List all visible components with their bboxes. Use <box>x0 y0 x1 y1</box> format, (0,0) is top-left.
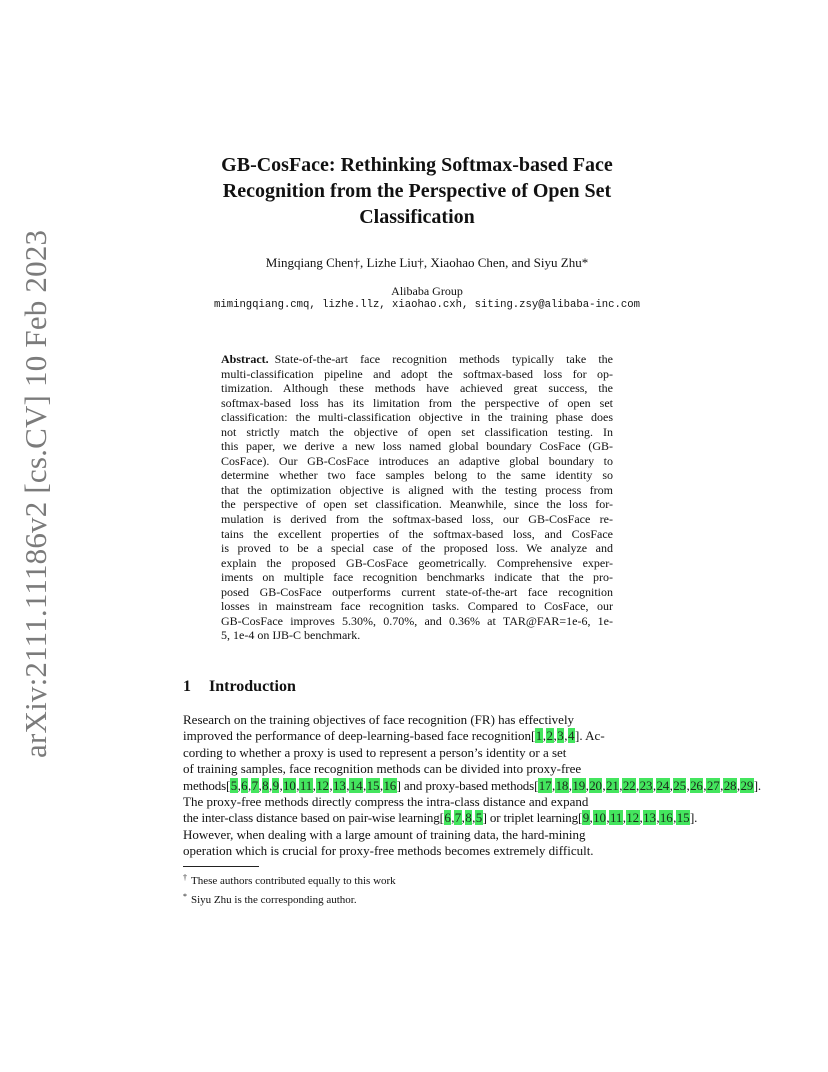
footnote-divider <box>183 866 259 867</box>
citation-link[interactable]: 1 <box>535 728 543 744</box>
abstract-line <box>221 425 613 440</box>
body-text: . <box>757 777 761 793</box>
citation-link[interactable]: 29 <box>740 777 754 793</box>
author-emails: mimingqiang.cmq, lizhe.llz, xiaohao.cxh, siting.zsy@alibaba-inc.com <box>214 299 640 311</box>
citation-link[interactable]: 16 <box>659 810 673 826</box>
citation-link[interactable]: 28 <box>723 777 737 793</box>
footnote <box>183 889 396 908</box>
citation-link[interactable]: 3 <box>557 728 564 744</box>
footnote <box>183 870 396 889</box>
author-list: Mingqiang Chen†, Lizhe Liu†, Xiaohao Chen, and Siyu Zhu* <box>265 255 589 270</box>
abstract-line <box>221 468 613 483</box>
citation-link[interactable]: 24 <box>656 777 670 793</box>
abstract-line-text: multi-classification pipeline and adopt the softmax-based loss for op- <box>221 366 613 381</box>
paper-title <box>170 152 664 230</box>
citation-link[interactable]: 22 <box>622 777 636 793</box>
abstract-line <box>221 527 613 542</box>
citation-link[interactable]: 7 <box>251 777 258 793</box>
abstract-line <box>221 628 613 643</box>
affiliation: Alibaba Group <box>391 284 463 298</box>
footnotes <box>183 870 396 908</box>
citation-group-4: 6,7,8,5 <box>444 810 483 826</box>
abstract-line-text: classification: the multi-classification objective in the training phase does <box>221 410 613 425</box>
citation-link[interactable]: 27 <box>706 777 720 793</box>
citation-link[interactable]: 15 <box>676 810 690 826</box>
abstract-line-text: that the optimization objective is aligned with the testing process from <box>221 482 613 497</box>
abstract-line <box>221 439 613 454</box>
abstract <box>221 352 613 643</box>
abstract-line <box>221 396 613 411</box>
title-line-2: Recognition from the Perspective of Open Set <box>222 180 612 202</box>
abstract-line <box>221 512 613 527</box>
section-number: 1 <box>183 678 191 695</box>
abstract-line <box>221 599 613 614</box>
citation-link[interactable]: 14 <box>349 777 363 793</box>
citation-link[interactable]: 4 <box>568 728 575 744</box>
citation-link[interactable]: 11 <box>609 810 623 826</box>
abstract-line <box>221 367 613 382</box>
abstract-line-text: explain the proposed GB-CosFace geometrically. Comprehensive exper- <box>221 555 613 570</box>
citation-link[interactable]: 9 <box>272 777 279 793</box>
citation-group-1: 1,2,3,4 <box>535 728 575 744</box>
citation-group-3: 17,18,19,20,21,22,23,24,25,26,27,28,29 <box>538 777 754 793</box>
section-title: Introduction <box>209 678 296 695</box>
body-line: Research on the training objectives of face recognition (FR) has effectively <box>183 712 575 727</box>
abstract-line-text: this paper, we derive a new loss named global boundary CosFace (GB- <box>221 439 613 454</box>
citation-link[interactable]: 18 <box>555 777 569 793</box>
abstract-line <box>221 614 613 629</box>
body-line: cording to whether a proxy is used to represent a person’s identity or a set <box>183 744 567 760</box>
abstract-line <box>221 352 613 367</box>
citation-link[interactable]: 8 <box>465 810 472 826</box>
citation-group-5: 9,10,11,12,13,16,15 <box>582 810 690 826</box>
abstract-line-text: iments on multiple face recognition benchmarks indicate that the pro- <box>221 570 613 585</box>
abstract-line-text: State-of-the-art face recognition methods typically take the <box>274 352 613 366</box>
citation-link[interactable]: 23 <box>639 777 653 793</box>
body-text: the inter-class distance based on pair-wise learning <box>183 810 440 826</box>
citation-link[interactable]: 12 <box>626 810 639 826</box>
body-text: or triplet learning <box>486 810 578 826</box>
footnote-text: These authors contributed equally to this work <box>191 875 396 887</box>
body-line: The proxy-free methods directly compress the intra-class distance and expand <box>183 793 589 809</box>
citation-group-2: 5,6,7,8,9,10,11,12,13,14,15,16 <box>230 777 397 793</box>
abstract-line <box>221 497 613 512</box>
abstract-line <box>221 541 613 556</box>
citation-link[interactable]: 16 <box>383 777 397 793</box>
abstract-line <box>221 483 613 498</box>
body-line: operation which is crucial for proxy-free methods becomes extremely difficult. <box>183 843 594 859</box>
citation-link[interactable]: 9 <box>582 810 590 826</box>
abstract-line <box>221 410 613 425</box>
abstract-line-text: softmax-based loss has its limitation from the perspective of open set <box>221 395 613 410</box>
body-text: methods <box>183 777 227 793</box>
abstract-line-text: losses in mainstream face recognition tasks. Compared to CosFace, our <box>221 599 613 614</box>
body-text: improved the performance of deep-learning-based face recognition <box>183 728 531 744</box>
body-line: the inter-class distance based on pair-wise learning[6,7,8,5] or triplet learning[9,10,11,12,13,16,15]. <box>183 810 698 826</box>
citation-link[interactable]: 25 <box>673 777 686 793</box>
citation-link[interactable]: 13 <box>333 777 346 793</box>
body-text: . Ac- <box>579 728 605 744</box>
title-line-1: GB-CosFace: Rethinking Softmax-based Face <box>221 154 613 176</box>
citation-link[interactable]: 15 <box>366 777 380 793</box>
body-line: of training samples, face recognition methods can be divided into proxy-free <box>183 761 582 777</box>
abstract-line-text: GB-CosFace improves 5.30%, 0.70%, and 0.36% at TAR@FAR=1e-6, 1e- <box>221 613 613 628</box>
citation-link[interactable]: 5 <box>230 777 238 793</box>
citation-link[interactable]: 8 <box>262 777 269 793</box>
abstract-line-text: timization. Although these methods have achieved great success, the <box>221 381 613 396</box>
abstract-line-text: mulation is derived from the softmax-based loss, our GB-CosFace re- <box>221 512 613 527</box>
citation-link[interactable]: 5 <box>475 810 483 826</box>
abstract-label: Abstract. <box>221 352 269 366</box>
footnote-text: Siyu Zhu is the corresponding author. <box>191 894 357 906</box>
arxiv-identifier[interactable]: arXiv:2111.11186v2 [cs.CV] 10 Feb 2023 <box>18 229 53 758</box>
citation-link[interactable]: 26 <box>690 777 703 793</box>
footnote-mark: † <box>183 873 187 882</box>
body-text: . <box>694 810 698 826</box>
title-line-3: Classification <box>359 206 475 228</box>
citation-link[interactable]: 10 <box>283 777 296 793</box>
body-line: However, when dealing with a large amount of training data, the hard-mining <box>183 826 586 842</box>
abstract-line-text: 5, 1e-4 on IJB-C benchmark. <box>221 628 361 643</box>
abstract-line <box>221 570 613 585</box>
citation-link[interactable]: 12 <box>316 777 329 793</box>
body-line: improved the performance of deep-learning-based face recognition[1,2,3,4]. Ac- <box>183 728 605 744</box>
citation-link[interactable]: 19 <box>572 777 586 793</box>
citation-link[interactable]: 6 <box>241 777 248 793</box>
introduction-paragraph <box>183 712 761 860</box>
section-heading <box>183 678 296 696</box>
abstract-line-text: is proved to be a special case of the proposed loss. We analyze and <box>221 541 613 556</box>
footnote-mark: * <box>183 892 187 901</box>
body-line: methods[5,6,7,8,9,10,11,12,13,14,15,16] and proxy-based methods[17,18,19,20,21,22,23,24,25,26,27,28,29]. <box>183 777 761 793</box>
citation-link[interactable]: 20 <box>589 777 602 793</box>
abstract-line <box>221 556 613 571</box>
citation-link[interactable]: 11 <box>299 777 313 793</box>
abstract-line-text: CosFace). Our GB-CosFace introduces an adaptive global boundary to <box>221 453 613 468</box>
abstract-line <box>221 381 613 396</box>
abstract-line-text: tains the excellent properties of the softmax-based loss, and CosFace <box>221 526 613 541</box>
citation-link[interactable]: 6 <box>444 810 451 826</box>
abstract-line-text: posed GB-CosFace outperforms current state-of-the-art face recognition <box>221 584 613 599</box>
abstract-line-text: the perspective of open set classification. Meanwhile, since the loss for- <box>221 497 613 512</box>
abstract-line <box>221 454 613 469</box>
citation-link[interactable]: 2 <box>546 728 554 744</box>
citation-link[interactable]: 13 <box>643 810 656 826</box>
citation-link[interactable]: 21 <box>606 777 619 793</box>
body-text: and proxy-based methods <box>400 777 535 793</box>
abstract-line <box>221 585 613 600</box>
citation-link[interactable]: 17 <box>538 777 552 793</box>
abstract-line-text: not strictly match the objective of open set classification testing. In <box>221 424 613 439</box>
citation-link[interactable]: 7 <box>454 810 462 826</box>
citation-link[interactable]: 10 <box>593 810 606 826</box>
abstract-line-text: determine whether two face samples belong to the same identity so <box>221 468 613 483</box>
